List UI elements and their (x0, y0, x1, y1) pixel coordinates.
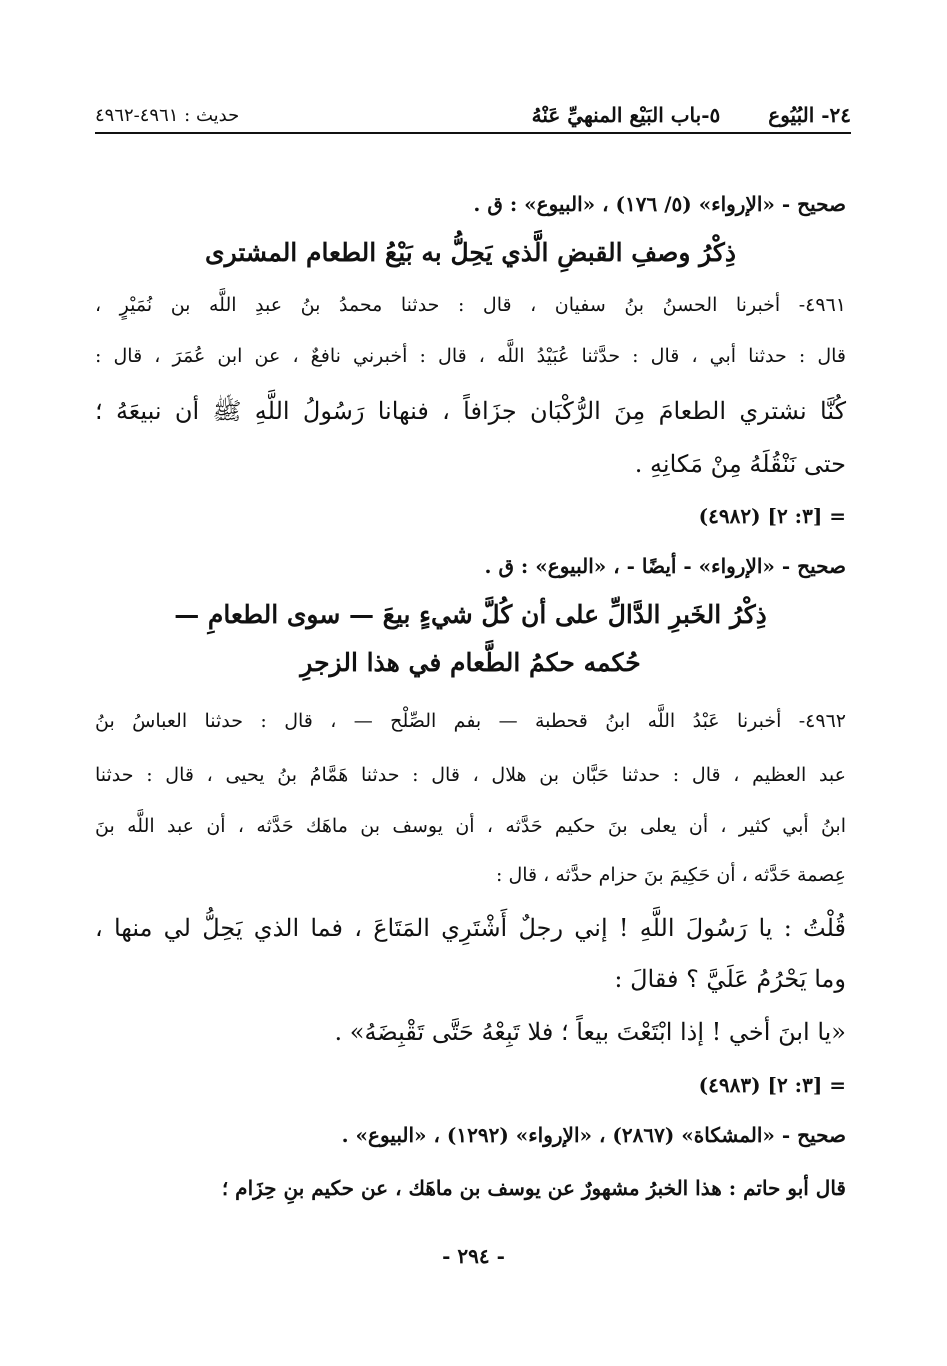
header-right-group (532, 103, 851, 127)
isnad-line: ابنُ أبي كثير ، أن يعلى بنَ حكيم حَدَّثه ، أن يوسف بن ماهَك حَدَّثه ، أن عبد اللَّه بنَ (95, 815, 846, 837)
reference-line: = [٣: ٢] (٤٩٨٢) (698, 504, 846, 528)
isnad-line: ٤٩٦٢- أخبرنا عَبْدُ اللَّه ابنُ قحطبة — بفم الصِّلْح — ، قال : حدثنا العباسُ بنُ (95, 710, 846, 732)
matn-line: وما يَحْرُمُ عَلَيَّ ؟ فقالَ : (614, 965, 846, 993)
matn-line: كُنَّا نشتري الطعامَ مِنَ الرُّكْبَان جزَافاً ، فنهانا رَسُولُ اللَّهِ ﷺ أن نبيعَهُ ؛ (95, 397, 846, 425)
hadith-range: حديث : ٤٩٦١-٤٩٦٢ (95, 104, 240, 126)
matn-line: «يا ابنَ أخي ! إذا ابْتَعْتَ بيعاً ؛ فلا تَبِعْهُ حَتَّى تَقْبِضَهُ» . (334, 1018, 846, 1046)
page-number: - ٢٩٤ - (442, 1244, 505, 1268)
running-header (95, 98, 851, 134)
reference-line: = [٣: ٢] (٤٩٨٣) (698, 1073, 846, 1097)
grade-line: صحيح - «الإرواء» - أيضًا - ، «البيوع» : ق . (484, 554, 846, 578)
grade-line: صحيح - «الإرواء» (٥/ ١٧٦) ، «البيوع» : ق . (473, 192, 846, 216)
isnad-line: قال : حدثنا أبي ، قال : حدَّثنا عُبَيْدُ اللَّه ، قال : أخبرني نافعٌ ، عن ابن عُمَرَ ، قال : (95, 345, 846, 367)
isnad-line: عبد العظيم ، قال : حدثنا حَبَّان بن هلال ، قال : حدثنا هَمَّامُ بنُ يحيى ، قال : حدثنا (95, 764, 846, 786)
commentary-line: قال أبو حاتم : هذا الخبرُ مشهورٌ عن يوسف بن ماهَك ، عن حكيم بنِ حِزَام ؛ (221, 1176, 846, 1200)
grade-line: صحيح - «المشكاة» (٢٨٦٧) ، «الإرواء» (١٢٩٢) ، «البيوع» . (341, 1123, 846, 1147)
isnad-line: عِصمة حَدَّثه ، أن حَكِيمَ بنَ حزام حدَّثه ، قال : (496, 864, 846, 886)
book-title: ٢٤- البُيُوع (768, 103, 851, 127)
chapter-title: ٥-باب البَيْع المنهيِّ عَنْهُ (531, 103, 721, 127)
section-heading: ذِكْرُ الخَبرِ الدَّالِّ على أن كُلَّ شيءٍ بيعَ — سوى الطعامِ — (174, 600, 767, 629)
matn-line: حتى نَنْقُلَهُ مِنْ مَكانِهِ . (634, 450, 846, 478)
section-heading: ذِكْرُ وصفِ القبضِ الَّذي يَحِلُّ به بَيْعُ الطعام المشترى (205, 238, 736, 267)
matn-line: قُلْتُ : يا رَسُولَ اللَّهِ ! إني رجلٌ أَشْتَرِي المَتَاعَ ، فما الذي يَحِلُّ لي منها ، (95, 914, 846, 942)
section-heading: حُكمه حكمُ الطَّعام في هذا الزجرِ (300, 648, 641, 677)
isnad-line: ٤٩٦١- أخبرنا الحسنُ بنُ سفيان ، قال : حدثنا محمدُ بنُ عبدِ اللَّه بن نُمَيْرٍ ، (95, 294, 846, 316)
